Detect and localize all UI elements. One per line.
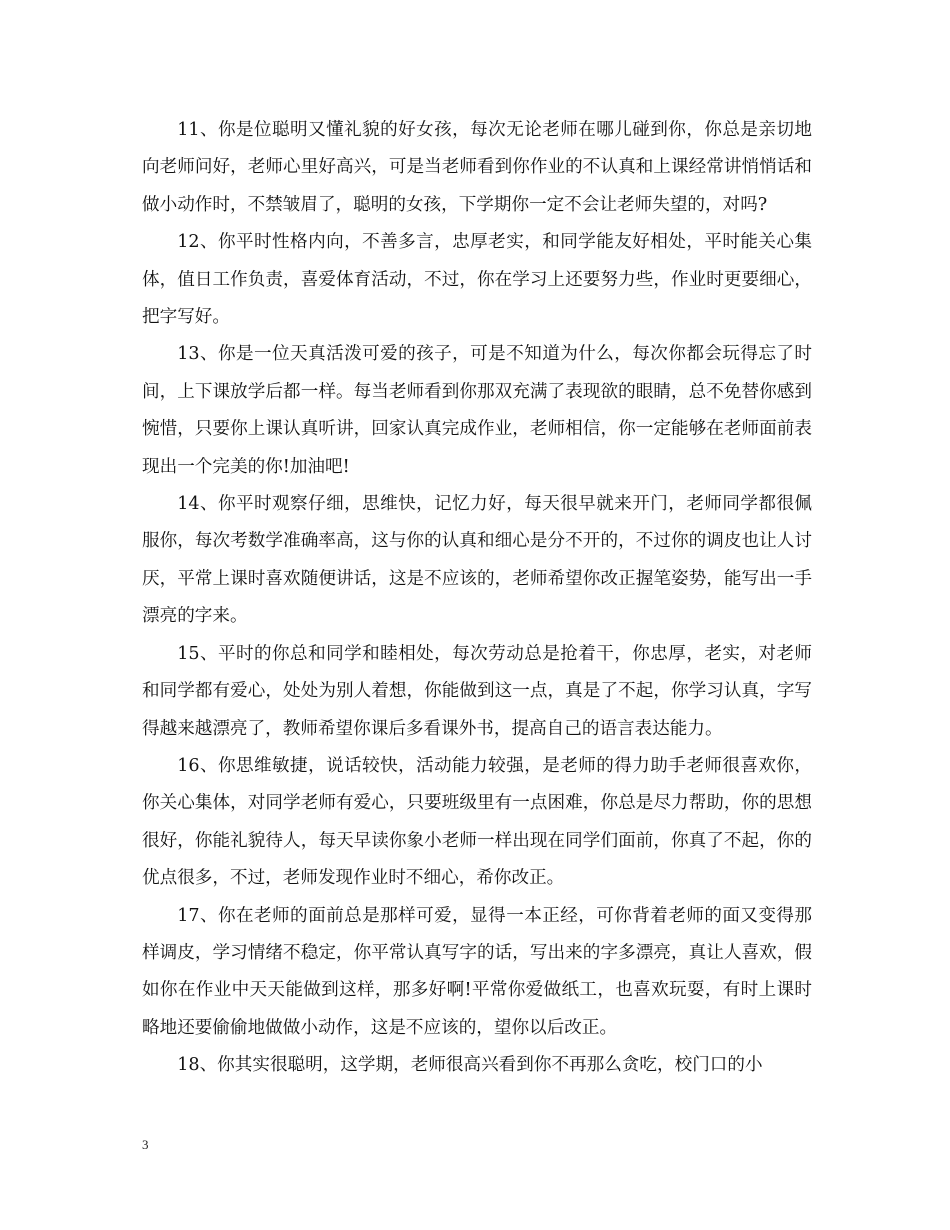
paragraph-18: 18、你其实很聪明，这学期，老师很高兴看到你不再那么贪吃，校门口的小 [177, 1055, 763, 1076]
page-number: 3 [142, 1137, 149, 1152]
body-text [142, 112, 812, 1085]
paragraph-14: 14、你平时观察仔细，思维快，记忆力好，每天很早就来开门，老师同学都很佩服你，每次考数学准确率高，这与你的认真和细心是分不开的，不过你的调皮也让人讨厌，平常上课时喜欢随便讲话，这是不应该的，老师希望你改正握笔姿势，能写出一手漂亮的字来。 [142, 494, 812, 627]
paragraph-13: 13、你是一位天真活泼可爱的孩子，可是不知道为什么，每次你都会玩得忘了时间，上下课放学后都一样。每当老师看到你那双充满了表现欲的眼睛，总不免替你感到惋惜，只要你上课认真听讲，回家认真完成作业，老师相信，你一定能够在老师面前表现出一个完美的你!加油吧! [142, 344, 812, 477]
paragraph-17: 17、你在老师的面前总是那样可爱，显得一本正经，可你背着老师的面又变得那样调皮，学习情绪不稳定，你平常认真写字的话，写出来的字多漂亮，真让人喜欢，假如你在作业中天天能做到这样，那多好啊!平常你爱做纸工，也喜欢玩耍，有时上课时略地还要偷偷地做做小动作，这是不应该的，望你以后改正。 [142, 905, 812, 1038]
paragraph-12: 12、你平时性格内向，不善多言，忠厚老实，和同学能友好相处，平时能关心集体，值日工作负责，喜爱体育活动，不过，你在学习上还要努力些，作业时更要细心，把字写好。 [142, 232, 812, 328]
paragraph-15: 15、平时的你总和同学和睦相处，每次劳动总是抢着干，你忠厚，老实，对老师和同学都有爱心，处处为别人着想，你能做到这一点，真是了不起，你学习认真，字写得越来越漂亮了，教师希望你课后多看课外书，提高自己的语言表达能力。 [142, 643, 812, 739]
paragraph-16: 16、你思维敏捷，说话较快，活动能力较强，是老师的得力助手老师很喜欢你，你关心集体，对同学老师有爱心，只要班级里有一点困难，你总是尽力帮助，你的思想很好，你能礼貌待人，每天早读你象小老师一样出现在同学们面前，你真了不起，你的优点很多，不过，老师发现作业时不细心，希你改正。 [142, 755, 812, 889]
paragraph-11: 11、你是位聪明又懂礼貌的好女孩，每次无论老师在哪儿碰到你，你总是亲切地向老师问好，老师心里好高兴，可是当老师看到你作业的不认真和上课经常讲悄悄话和做小动作时，不禁皱眉了，聪明的女孩，下学期你一定不会让老师失望的，对吗? [142, 120, 812, 215]
